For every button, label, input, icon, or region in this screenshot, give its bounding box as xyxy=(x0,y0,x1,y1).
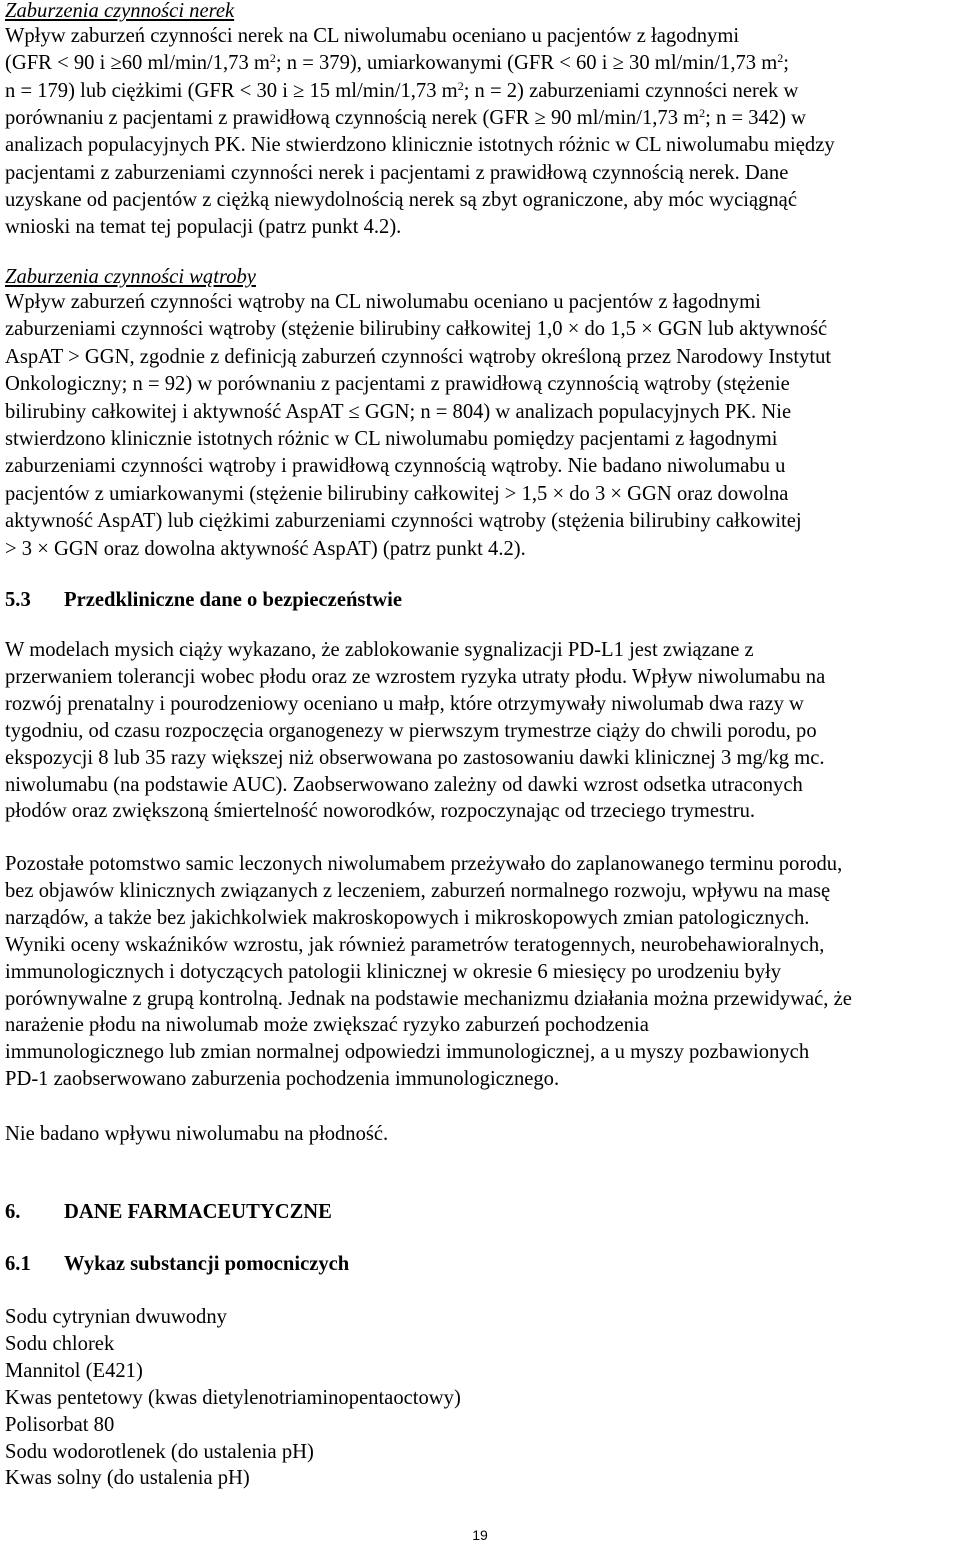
list-item: Sodu chlorek xyxy=(5,1332,115,1355)
text-line: (GFR < 90 i ≥60 ml/min/1,73 $m^2$; n = 379), umiarkowanymi (GFR < 60 i ≥ 30 ml/min/1,73 $m^2$; xyxy=(5,51,789,75)
list-item: Sodu wodorotlenek (do ustalenia pH) xyxy=(5,1440,314,1463)
list-item: Polisorbat 80 xyxy=(5,1413,115,1436)
list-item: Kwas pentetowy (kwas dietylenotriaminopentaoctowy) xyxy=(5,1386,461,1409)
section-number: 6. xyxy=(5,1201,21,1223)
text-line: bilirubiny całkowitej i aktywność AspAT ≤ GGN; n = 804) w analizach populacyjnych PK. Nie xyxy=(5,400,792,423)
text-line: Onkologiczny; n = 92) w porównaniu z pacjentami z prawidłową czynnością wątroby (stężenie xyxy=(5,373,790,396)
superscript: 2 xyxy=(269,51,276,66)
section-number: 5.3 xyxy=(5,589,31,611)
text-line: > 3 × GGN oraz dowolna aktywność AspAT) (patrz punkt 4.2). xyxy=(5,537,526,560)
text-line: rozwój prenatalny i pourodzeniowy oceniano u małp, które otrzymywały niwolumab dwa razy w xyxy=(5,692,804,715)
list-item: Mannitol (E421) xyxy=(5,1359,143,1382)
text-line: zaburzeniami czynności wątroby i prawidłową czynnością wątroby. Nie badano niwolumabu u xyxy=(5,455,786,478)
text-line: n = 179) lub ciężkimi (GFR < 30 i ≥ 15 ml/min/1,73 $m^2$; n = 2) zaburzeniami czynności nerek w xyxy=(5,78,799,102)
text-line: wnioski na temat tej populacji (patrz punkt 4.2). xyxy=(5,216,402,239)
subsection-title-liver: Zaburzenia czynności wątroby xyxy=(5,266,256,288)
text-line: W modelach mysich ciąży wykazano, że zablokowanie sygnalizacji PD-L1 jest związane z xyxy=(5,639,754,661)
text-line: Wyniki oceny wskaźników wzrostu, jak również parametrów teratogennych, neurobehawioralnych, xyxy=(5,933,825,956)
text-line: stwierdzono klinicznie istotnych różnic w CL niwolumabu pomiędzy pacjentami z łagodnymi xyxy=(5,428,778,450)
subsection-title-kidney: Zaburzenia czynności nerek xyxy=(5,0,235,22)
text-line: porównaniu z pacjentami z prawidłową czynnością nerek (GFR ≥ 90 ml/min/1,73 $m^2$; n = 342) w xyxy=(5,105,807,129)
text-line: immunologicznych i dotyczących patologii klinicznej w okresie 6 miesięcy po urodzeniu były xyxy=(5,960,782,983)
fertility-note: Nie badano wpływu niwolumabu na płodność. xyxy=(5,1123,389,1145)
text-line: płodów oraz zwiększoną śmiertelność noworodków, rozpoczynając od trzeciego trymestru. xyxy=(5,800,756,823)
text-line: uzyskane od pacjentów z ciężką niewydolnością nerek są zbyt ograniczone, aby móc wyciągnąć xyxy=(5,188,797,211)
text-line: PD-1 zaobserwowano zaburzenia pochodzenia immunologicznego. xyxy=(5,1068,560,1091)
section-heading-6-1 xyxy=(5,1251,349,1277)
text-line: aktywność AspAT) lub ciężkimi zaburzeniami czynności wątroby (stężenia bilirubiny całkowitej xyxy=(5,510,802,533)
text-line: narażenie płodu na niwolumab może zwiększać ryzyko zaburzeń pochodzenia xyxy=(5,1014,649,1037)
text-line: pacjentów z umiarkowanymi (stężenie bilirubiny całkowitej > 1,5 × do 3 × GGN oraz dowolna xyxy=(5,482,789,505)
text-line: bez objawów klinicznych związanych z leczeniem, zaburzeń normalnego rozwoju, wpływu na masę xyxy=(5,879,831,902)
page-number: 19 xyxy=(472,1527,488,1543)
text-line: Wpływ zaburzeń czynności wątroby na CL niwolumabu oceniano u pacjentów z łagodnymi xyxy=(5,291,761,313)
section-heading-5-3 xyxy=(5,587,402,613)
list-item: Kwas solny (do ustalenia pH) xyxy=(5,1467,250,1490)
text-line: pacjentami z zaburzeniami czynności nerek i pacjentami z prawidłową czynnością nerek. Dane xyxy=(5,161,789,184)
text-line: Pozostałe potomstwo samic leczonych niwolumabem przeżywało do zaplanowanego terminu porodu, xyxy=(5,853,843,875)
text-line: AspAT > GGN, zgodnie z definicją zaburzeń czynności wątroby określoną przez Narodowy Instytut xyxy=(5,345,832,368)
text-line: ekspozycji 8 lub 35 razy większej niż obserwowana po zastosowaniu dawki klinicznej 3 mg/kg mc. xyxy=(5,746,825,769)
section-title: Przedkliniczne dane o bezpieczeństwie xyxy=(64,589,403,611)
text-line: Wpływ zaburzeń czynności nerek na CL niwolumabu oceniano u pacjentów z łagodnymi xyxy=(5,25,740,47)
superscript: 2 xyxy=(457,78,464,93)
text-line: narządów, a także bez jakichkolwiek makroskopowych i mikroskopowych zmian patologicznych. xyxy=(5,906,810,929)
text-line: przerwaniem tolerancji wobec płodu oraz ze wzrostem ryzyka utraty płodu. Wpływ niwolumabu na xyxy=(5,665,826,688)
superscript: 2 xyxy=(777,51,784,66)
text-line: tygodniu, od czasu rozpoczęcia organogenezy w pierwszym trymestrze ciąży do chwili porodu, po xyxy=(5,719,817,742)
text-line: porównywalne z grupą kontrolną. Jednak na podstawie mechanizmu działania można przewidywać, że xyxy=(5,987,852,1010)
section-heading-6 xyxy=(5,1199,332,1225)
text-line: analizach populacyjnych PK. Nie stwierdzono klinicznie istotnych różnic w CL niwolumabu między xyxy=(5,134,835,157)
superscript: 2 xyxy=(699,105,706,120)
section-title: DANE FARMACEUTYCZNE xyxy=(64,1201,332,1223)
text-line: immunologicznego lub zmian normalnej odpowiedzi immunologicznej, a u myszy pozbawionych xyxy=(5,1041,810,1064)
text-line: zaburzeniami czynności wątroby (stężenie bilirubiny całkowitej 1,0 × do 1,5 × GGN lub aktywność xyxy=(5,318,828,341)
list-item: Sodu cytrynian dwuwodny xyxy=(5,1306,227,1328)
section-number: 6.1 xyxy=(5,1253,31,1275)
section-title: Wykaz substancji pomocniczych xyxy=(64,1253,350,1275)
text-line: niwolumabu (na podstawie AUC). Zaobserwowano zależny od dawki wzrost odsetka utraconych xyxy=(5,773,803,796)
